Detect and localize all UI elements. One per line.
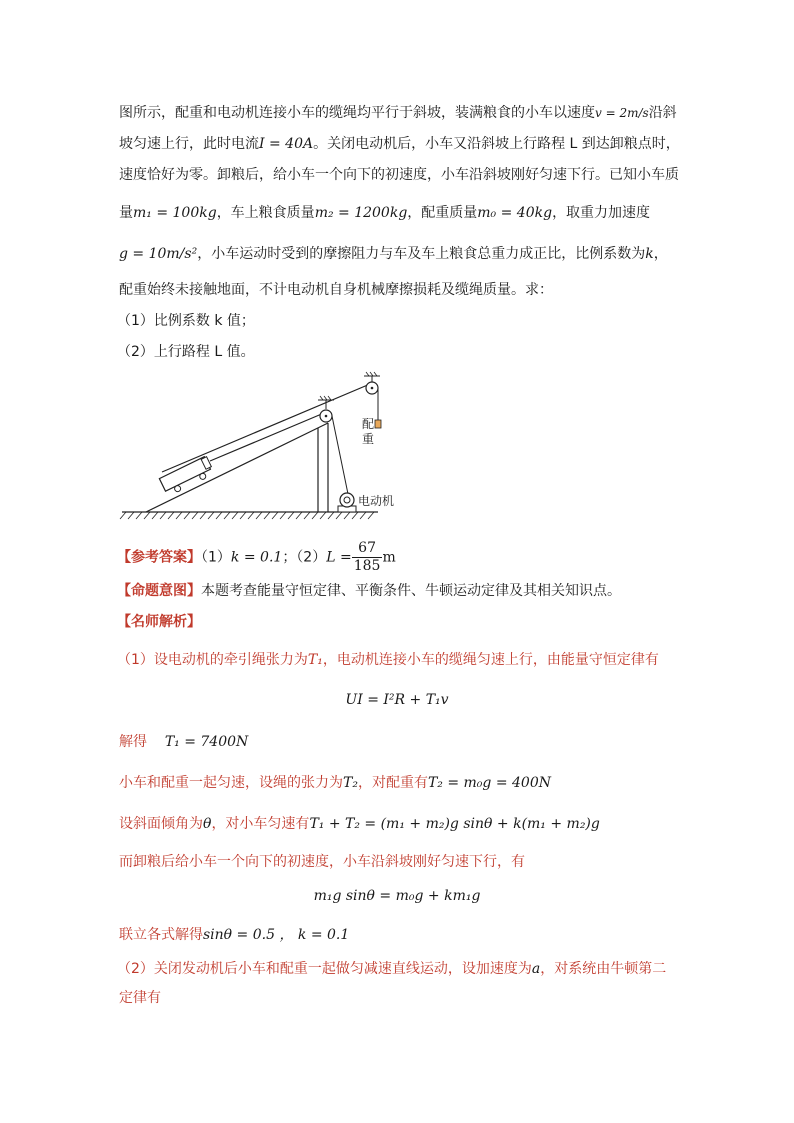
analysis-tag-line	[117, 612, 201, 632]
ground-hatching	[120, 512, 374, 519]
problem-text: 图所示，配重和电动机连接小车的缆绳均平行于斜坡，装满粮食的小车以速度	[119, 105, 595, 121]
question-text: （1）比例系数 k 值；	[117, 313, 255, 329]
analysis-text: 小车和配重一起匀速，设绳的张力为	[119, 775, 343, 791]
problem-text: 量	[119, 205, 133, 221]
analysis-line-5	[119, 852, 525, 872]
question-text: （2）上行路程 L 值。	[117, 344, 255, 360]
problem-text: 坡匀速上行，此时电流	[119, 136, 259, 152]
analysis-text: （1）设电动机的牵引绳张力为	[117, 652, 308, 668]
k-symbol: k	[645, 246, 654, 262]
answer-line	[117, 540, 396, 575]
problem-line-2	[119, 134, 680, 154]
problem-text: ，配重质量	[407, 205, 478, 221]
cable-lower	[210, 413, 324, 461]
analysis-text: ，电动机连接小车的缆绳匀速上行，由能量守恒定律有	[322, 652, 659, 668]
T1-value: T₁ = 7400N	[164, 734, 249, 750]
equation-text: m₁g sinθ = m₀g + km₁g	[313, 888, 481, 904]
problem-text: ，取重力加速度	[552, 205, 651, 221]
equation-text: UI = I²R + T₁v	[345, 692, 449, 708]
problem-text: ，	[653, 246, 668, 262]
a-symbol: a	[531, 961, 541, 977]
m1-value: m₁ = 100kg	[133, 205, 217, 221]
m2-value: m₂ = 1200kg	[314, 205, 408, 221]
counterweight-block	[375, 420, 381, 428]
analysis-text: ，对小车匀速有	[211, 816, 310, 832]
m0-value: m₀ = 40kg	[477, 205, 553, 221]
incline-diagram	[118, 368, 408, 526]
answer-tag: 【参考答案】	[117, 549, 201, 566]
analysis-line-4	[119, 814, 600, 834]
problem-text: ，车上粮食质量	[216, 205, 315, 221]
analysis-text: 设斜面倾角为	[119, 816, 203, 832]
velocity-value: v = 2m/s	[595, 106, 649, 120]
T1-symbol: T₁	[307, 652, 323, 668]
answer-L-unit: m	[382, 549, 396, 566]
answer-L-prefix: L =	[326, 549, 352, 566]
analysis-line-7	[119, 925, 349, 945]
fraction-numerator: 67	[352, 540, 383, 558]
answer-text: （1）	[201, 549, 231, 566]
label-motor: 电动机	[358, 494, 395, 508]
analysis-text: 定律有	[119, 990, 161, 1006]
problem-line-6	[119, 280, 553, 300]
analysis-text: 而卸粮后给小车一个向下的初速度，小车沿斜坡刚好匀速下行，有	[119, 854, 525, 870]
intent-text: 本题考查能量守恒定律、平衡条件、牛顿运动定律及其相关知识点。	[201, 583, 621, 599]
solve-label: 解得	[119, 734, 147, 750]
result-equation: sinθ = 0.5 ， k = 0.1	[203, 927, 350, 943]
equation-energy	[0, 690, 794, 710]
problem-line-4	[119, 203, 650, 223]
label-counterweight: 配	[362, 417, 375, 431]
analysis-text: ，对配重有	[357, 775, 428, 791]
motor-rope	[332, 416, 348, 494]
analysis-text: 联立各式解得	[119, 927, 203, 943]
analysis-text: ，对系统由牛顿第二	[540, 961, 667, 977]
answer-text: ；（2）	[282, 549, 327, 566]
answer-k: k = 0.1	[230, 549, 283, 566]
current-value: I = 40A	[259, 136, 314, 152]
balance-equation: T₁ + T₂ = (m₁ + m₂)g sinθ + k(m₁ + m₂)g	[309, 816, 600, 832]
T2-symbol: T₂	[343, 775, 358, 791]
analysis-line-8	[117, 959, 666, 979]
problem-text: 配重始终未接触地面，不计电动机自身机械摩擦损耗及缆绳质量。求：	[119, 282, 553, 298]
answer-L-fraction	[352, 540, 383, 575]
T2-equation: T₂ = m₀g = 400N	[427, 775, 551, 791]
intent-line	[117, 581, 621, 601]
analysis-line-9	[119, 988, 161, 1008]
analysis-line-3	[119, 773, 551, 793]
analysis-text: （2）关闭发动机后小车和配重一起做匀减速直线运动，设加速度为	[117, 961, 532, 977]
equation-descent	[0, 886, 794, 906]
problem-text: 沿斜	[648, 105, 677, 121]
gravity-value: g = 10m/s²	[119, 246, 198, 262]
problem-text: ，小车运动时受到的摩擦阻力与车及车上粮食总重力成正比，比例系数为	[197, 246, 646, 262]
problem-line-1	[119, 103, 677, 123]
solve-line	[119, 732, 248, 752]
motor-icon	[338, 493, 356, 512]
problem-text: 。关闭电动机后，小车又沿斜坡上行路程 L 到达卸粮点时，	[313, 136, 680, 152]
question-2	[117, 342, 255, 362]
theta-symbol: θ	[203, 816, 212, 832]
problem-text: 速度恰好为零。卸粮后，给小车一个向下的初速度，小车沿斜坡刚好匀速下行。已知小车质	[119, 167, 679, 183]
cable-upper	[162, 384, 370, 472]
label-counterweight: 重	[362, 432, 375, 446]
analysis-line-1	[117, 650, 659, 670]
problem-line-5	[119, 244, 668, 264]
analysis-tag: 【名师解析】	[117, 614, 201, 630]
fraction-denominator: 185	[353, 558, 381, 574]
pulley-middle	[318, 396, 334, 422]
intent-tag: 【命题意图】	[117, 583, 201, 599]
question-1	[117, 311, 255, 331]
problem-line-3	[119, 165, 679, 185]
